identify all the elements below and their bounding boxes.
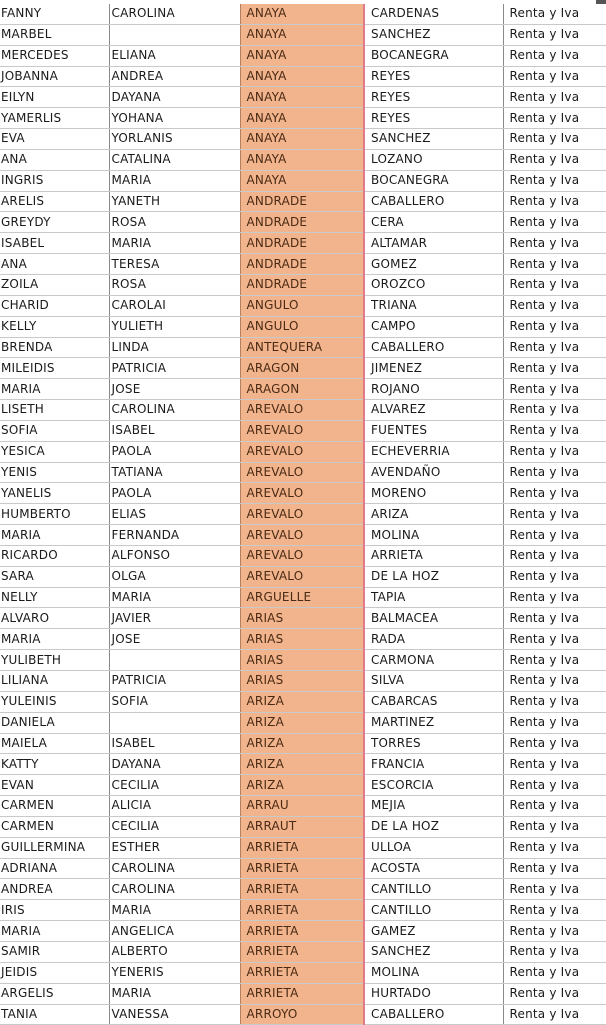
surname-cell: AREVALO — [240, 462, 364, 483]
second-surname-cell: DE LA HOZ — [364, 816, 503, 837]
first-name-cell: ZOILA — [0, 274, 109, 295]
second-surname-cell: REYES — [364, 66, 503, 87]
first-name-cell: YAMERLIS — [0, 108, 109, 129]
middle-name-cell — [109, 24, 240, 45]
table-row — [0, 441, 606, 462]
second-surname-cell: CARDENAS — [364, 4, 503, 24]
second-surname-cell: TAPIA — [364, 587, 503, 608]
category-cell: Renta y Iva — [503, 212, 606, 233]
surname-cell: ANDRADE — [240, 212, 364, 233]
first-name-cell: EVA — [0, 129, 109, 150]
category-cell: Renta y Iva — [503, 858, 606, 879]
surname-cell: ANAYA — [240, 4, 364, 24]
surname-cell: ARIAS — [240, 650, 364, 671]
middle-name-cell: OLGA — [109, 566, 240, 587]
surname-cell: ANDRADE — [240, 233, 364, 254]
surname-cell: AREVALO — [240, 483, 364, 504]
surname-cell: ARIZA — [240, 775, 364, 796]
category-cell: Renta y Iva — [503, 566, 606, 587]
middle-name-cell: MARIA — [109, 900, 240, 921]
surname-cell: ARRIETA — [240, 941, 364, 962]
table-row — [0, 629, 606, 650]
middle-name-cell: MARIA — [109, 233, 240, 254]
second-surname-cell: ALTAMAR — [364, 233, 503, 254]
first-name-cell: RICARDO — [0, 545, 109, 566]
second-surname-cell: CABALLERO — [364, 337, 503, 358]
surname-cell: ARIZA — [240, 691, 364, 712]
table-row — [0, 504, 606, 525]
table-row — [0, 650, 606, 671]
middle-name-cell: ESTHER — [109, 837, 240, 858]
middle-name-cell: ALICIA — [109, 796, 240, 817]
category-cell: Renta y Iva — [503, 87, 606, 108]
category-cell: Renta y Iva — [503, 108, 606, 129]
middle-name-cell — [109, 650, 240, 671]
middle-name-cell: JAVIER — [109, 608, 240, 629]
second-surname-cell: MOLINA — [364, 962, 503, 983]
table-row — [0, 900, 606, 921]
category-cell: Renta y Iva — [503, 545, 606, 566]
table-row — [0, 462, 606, 483]
table-row — [0, 545, 606, 566]
middle-name-cell: LINDA — [109, 337, 240, 358]
first-name-cell: ARELIS — [0, 191, 109, 212]
table-row — [0, 608, 606, 629]
table-row — [0, 4, 606, 24]
category-cell: Renta y Iva — [503, 733, 606, 754]
first-name-cell: CHARID — [0, 295, 109, 316]
category-cell: Renta y Iva — [503, 587, 606, 608]
surname-cell: ARRIETA — [240, 921, 364, 942]
surname-cell: ANAYA — [240, 24, 364, 45]
second-surname-cell: ESCORCIA — [364, 775, 503, 796]
first-name-cell: IRIS — [0, 900, 109, 921]
middle-name-cell: JOSE — [109, 629, 240, 650]
middle-name-cell: JOSE — [109, 379, 240, 400]
first-name-cell: YESICA — [0, 441, 109, 462]
second-surname-cell: ROJANO — [364, 379, 503, 400]
table-row — [0, 337, 606, 358]
second-surname-cell: ARRIETA — [364, 545, 503, 566]
table-row — [0, 212, 606, 233]
first-name-cell: SAMIR — [0, 941, 109, 962]
second-surname-cell: CABALLERO — [364, 1004, 503, 1025]
middle-name-cell: CAROLAI — [109, 295, 240, 316]
first-name-cell: CARMEN — [0, 796, 109, 817]
first-name-cell: ARGELIS — [0, 983, 109, 1004]
category-cell: Renta y Iva — [503, 66, 606, 87]
second-surname-cell: OROZCO — [364, 274, 503, 295]
surname-cell: ANDRADE — [240, 254, 364, 275]
second-surname-cell: ARIZA — [364, 504, 503, 525]
table-row — [0, 233, 606, 254]
middle-name-cell: ELIAS — [109, 504, 240, 525]
first-name-cell: ISABEL — [0, 233, 109, 254]
category-cell: Renta y Iva — [503, 316, 606, 337]
first-name-cell: KATTY — [0, 754, 109, 775]
table-row — [0, 733, 606, 754]
middle-name-cell: PAOLA — [109, 483, 240, 504]
category-cell: Renta y Iva — [503, 483, 606, 504]
second-surname-cell: CANTILLO — [364, 879, 503, 900]
surname-cell: ANGULO — [240, 295, 364, 316]
surname-cell: ARIAS — [240, 608, 364, 629]
first-name-cell: SARA — [0, 566, 109, 587]
first-name-cell: MARIA — [0, 525, 109, 546]
category-cell: Renta y Iva — [503, 45, 606, 66]
second-surname-cell: ALVAREZ — [364, 400, 503, 421]
table-row — [0, 754, 606, 775]
second-surname-cell: SANCHEZ — [364, 24, 503, 45]
second-surname-cell: HURTADO — [364, 983, 503, 1004]
table-row — [0, 295, 606, 316]
category-cell: Renta y Iva — [503, 191, 606, 212]
middle-name-cell: ALBERTO — [109, 941, 240, 962]
category-cell: Renta y Iva — [503, 650, 606, 671]
table-row — [0, 879, 606, 900]
second-surname-cell: BALMACEA — [364, 608, 503, 629]
middle-name-cell: ISABEL — [109, 733, 240, 754]
category-cell: Renta y Iva — [503, 983, 606, 1004]
category-cell: Renta y Iva — [503, 608, 606, 629]
table-row — [0, 400, 606, 421]
category-cell: Renta y Iva — [503, 379, 606, 400]
first-name-cell: BRENDA — [0, 337, 109, 358]
category-cell: Renta y Iva — [503, 712, 606, 733]
surname-cell: ANAYA — [240, 170, 364, 191]
middle-name-cell: ROSA — [109, 212, 240, 233]
table-row — [0, 941, 606, 962]
category-cell: Renta y Iva — [503, 295, 606, 316]
table-row — [0, 775, 606, 796]
second-surname-cell: MEJIA — [364, 796, 503, 817]
category-cell: Renta y Iva — [503, 775, 606, 796]
category-cell: Renta y Iva — [503, 900, 606, 921]
table-row — [0, 170, 606, 191]
table-row — [0, 45, 606, 66]
second-surname-cell: SANCHEZ — [364, 941, 503, 962]
surname-cell: AREVALO — [240, 504, 364, 525]
first-name-cell: INGRIS — [0, 170, 109, 191]
second-surname-cell: CARMONA — [364, 650, 503, 671]
category-cell: Renta y Iva — [503, 170, 606, 191]
category-cell: Renta y Iva — [503, 921, 606, 942]
table-row — [0, 87, 606, 108]
second-surname-cell: CABARCAS — [364, 691, 503, 712]
first-name-cell: MARIA — [0, 921, 109, 942]
surname-cell: ARRIETA — [240, 837, 364, 858]
table-row — [0, 316, 606, 337]
surname-cell: ANAYA — [240, 45, 364, 66]
first-name-cell: KELLY — [0, 316, 109, 337]
table-row — [0, 712, 606, 733]
first-name-cell: GUILLERMINA — [0, 837, 109, 858]
first-name-cell: HUMBERTO — [0, 504, 109, 525]
middle-name-cell: CAROLINA — [109, 858, 240, 879]
category-cell: Renta y Iva — [503, 941, 606, 962]
middle-name-cell: ISABEL — [109, 420, 240, 441]
surname-cell: ANTEQUERA — [240, 337, 364, 358]
middle-name-cell: CAROLINA — [109, 400, 240, 421]
second-surname-cell: RADA — [364, 629, 503, 650]
surname-cell: ANGULO — [240, 316, 364, 337]
table-row — [0, 24, 606, 45]
table-row — [0, 858, 606, 879]
surname-cell: AREVALO — [240, 545, 364, 566]
surname-cell: ARIAS — [240, 671, 364, 692]
table-row — [0, 837, 606, 858]
table-row — [0, 483, 606, 504]
category-cell: Renta y Iva — [503, 4, 606, 24]
middle-name-cell: CAROLINA — [109, 879, 240, 900]
second-surname-cell: ECHEVERRIA — [364, 441, 503, 462]
second-surname-cell: MOLINA — [364, 525, 503, 546]
second-surname-cell: GOMEZ — [364, 254, 503, 275]
first-name-cell: MARBEL — [0, 24, 109, 45]
second-surname-cell: GAMEZ — [364, 921, 503, 942]
first-name-cell: MARIA — [0, 379, 109, 400]
table-row — [0, 962, 606, 983]
first-name-cell: LILIANA — [0, 671, 109, 692]
category-cell: Renta y Iva — [503, 358, 606, 379]
table-row — [0, 921, 606, 942]
first-name-cell: SOFIA — [0, 420, 109, 441]
middle-name-cell: YANETH — [109, 191, 240, 212]
second-surname-cell: TRIANA — [364, 295, 503, 316]
middle-name-cell: FERNANDA — [109, 525, 240, 546]
first-name-cell: ANDREA — [0, 879, 109, 900]
first-name-cell: JEIDIS — [0, 962, 109, 983]
surname-cell: ANAYA — [240, 108, 364, 129]
first-name-cell: YANELIS — [0, 483, 109, 504]
middle-name-cell: YULIETH — [109, 316, 240, 337]
second-surname-cell: MARTINEZ — [364, 712, 503, 733]
first-name-cell: EVAN — [0, 775, 109, 796]
category-cell: Renta y Iva — [503, 754, 606, 775]
category-cell: Renta y Iva — [503, 420, 606, 441]
second-surname-cell: ACOSTA — [364, 858, 503, 879]
first-name-cell: YULEINIS — [0, 691, 109, 712]
table-row — [0, 691, 606, 712]
middle-name-cell: DAYANA — [109, 87, 240, 108]
category-cell: Renta y Iva — [503, 879, 606, 900]
table-row — [0, 525, 606, 546]
name-list-table — [0, 4, 606, 1025]
table-row — [0, 420, 606, 441]
surname-cell: ARROYO — [240, 1004, 364, 1025]
middle-name-cell: CECILIA — [109, 816, 240, 837]
table-row — [0, 796, 606, 817]
table-row — [0, 379, 606, 400]
table-row — [0, 66, 606, 87]
category-cell: Renta y Iva — [503, 24, 606, 45]
surname-cell: ANDRADE — [240, 274, 364, 295]
first-name-cell: ALVARO — [0, 608, 109, 629]
first-name-cell: ANA — [0, 149, 109, 170]
second-surname-cell: SANCHEZ — [364, 129, 503, 150]
table-row — [0, 983, 606, 1004]
table-row — [0, 358, 606, 379]
table-body — [0, 4, 606, 1025]
first-name-cell: EILYN — [0, 87, 109, 108]
category-cell: Renta y Iva — [503, 691, 606, 712]
middle-name-cell: MARIA — [109, 983, 240, 1004]
middle-name-cell: CAROLINA — [109, 4, 240, 24]
category-cell: Renta y Iva — [503, 400, 606, 421]
second-surname-cell: TORRES — [364, 733, 503, 754]
surname-cell: ARRIETA — [240, 879, 364, 900]
first-name-cell: TANIA — [0, 1004, 109, 1025]
table-row — [0, 108, 606, 129]
second-surname-cell: MORENO — [364, 483, 503, 504]
table-row — [0, 671, 606, 692]
category-cell: Renta y Iva — [503, 129, 606, 150]
table-row — [0, 191, 606, 212]
first-name-cell: LISETH — [0, 400, 109, 421]
category-cell: Renta y Iva — [503, 274, 606, 295]
surname-cell: ANDRADE — [240, 191, 364, 212]
first-name-cell: DANIELA — [0, 712, 109, 733]
first-name-cell: MARIA — [0, 629, 109, 650]
category-cell: Renta y Iva — [503, 525, 606, 546]
surname-cell: AREVALO — [240, 420, 364, 441]
first-name-cell: NELLY — [0, 587, 109, 608]
category-cell: Renta y Iva — [503, 337, 606, 358]
middle-name-cell: TATIANA — [109, 462, 240, 483]
table-row — [0, 587, 606, 608]
table-row — [0, 274, 606, 295]
surname-cell: AREVALO — [240, 525, 364, 546]
category-cell: Renta y Iva — [503, 254, 606, 275]
surname-cell: ANAYA — [240, 87, 364, 108]
category-cell: Renta y Iva — [503, 816, 606, 837]
second-surname-cell: ULLOA — [364, 837, 503, 858]
middle-name-cell: CECILIA — [109, 775, 240, 796]
first-name-cell: GREYDY — [0, 212, 109, 233]
category-cell: Renta y Iva — [503, 1004, 606, 1025]
category-cell: Renta y Iva — [503, 441, 606, 462]
surname-cell: AREVALO — [240, 566, 364, 587]
surname-cell: AREVALO — [240, 400, 364, 421]
surname-cell: ARRIETA — [240, 900, 364, 921]
second-surname-cell: LOZANO — [364, 149, 503, 170]
first-name-cell: JOBANNA — [0, 66, 109, 87]
surname-cell: ARIZA — [240, 754, 364, 775]
table-row — [0, 129, 606, 150]
middle-name-cell: ELIANA — [109, 45, 240, 66]
second-surname-cell: JIMENEZ — [364, 358, 503, 379]
category-cell: Renta y Iva — [503, 233, 606, 254]
second-surname-cell: CAMPO — [364, 316, 503, 337]
middle-name-cell: YENERIS — [109, 962, 240, 983]
second-surname-cell: CANTILLO — [364, 900, 503, 921]
middle-name-cell: VANESSA — [109, 1004, 240, 1025]
middle-name-cell: PATRICIA — [109, 358, 240, 379]
middle-name-cell: MARIA — [109, 587, 240, 608]
second-surname-cell: REYES — [364, 108, 503, 129]
middle-name-cell: SOFIA — [109, 691, 240, 712]
second-surname-cell: AVENDAÑO — [364, 462, 503, 483]
second-surname-cell: SILVA — [364, 671, 503, 692]
surname-cell: ARAGON — [240, 358, 364, 379]
surname-cell: ANAYA — [240, 129, 364, 150]
middle-name-cell: ALFONSO — [109, 545, 240, 566]
second-surname-cell: BOCANEGRA — [364, 45, 503, 66]
surname-cell: ARIZA — [240, 733, 364, 754]
surname-cell: ARRIETA — [240, 858, 364, 879]
first-name-cell: CARMEN — [0, 816, 109, 837]
middle-name-cell: ANDREA — [109, 66, 240, 87]
middle-name-cell: ROSA — [109, 274, 240, 295]
surname-cell: ARRIETA — [240, 983, 364, 1004]
table-row — [0, 149, 606, 170]
surname-cell: ARIZA — [240, 712, 364, 733]
surname-cell: AREVALO — [240, 441, 364, 462]
surname-cell: ARRAUT — [240, 816, 364, 837]
table-row — [0, 566, 606, 587]
middle-name-cell — [109, 712, 240, 733]
second-surname-cell: BOCANEGRA — [364, 170, 503, 191]
category-cell: Renta y Iva — [503, 462, 606, 483]
surname-cell: ANAYA — [240, 149, 364, 170]
second-surname-cell: FUENTES — [364, 420, 503, 441]
second-surname-cell: CERA — [364, 212, 503, 233]
surname-cell: ARIAS — [240, 629, 364, 650]
table-row — [0, 254, 606, 275]
middle-name-cell: ANGELICA — [109, 921, 240, 942]
first-name-cell: YULIBETH — [0, 650, 109, 671]
middle-name-cell: PAOLA — [109, 441, 240, 462]
surname-cell: ARRIETA — [240, 962, 364, 983]
first-name-cell: ADRIANA — [0, 858, 109, 879]
category-cell: Renta y Iva — [503, 962, 606, 983]
first-name-cell: YENIS — [0, 462, 109, 483]
first-name-cell: MILEIDIS — [0, 358, 109, 379]
second-surname-cell: CABALLERO — [364, 191, 503, 212]
surname-cell: ARRAU — [240, 796, 364, 817]
middle-name-cell: YOHANA — [109, 108, 240, 129]
second-surname-cell: DE LA HOZ — [364, 566, 503, 587]
second-surname-cell: FRANCIA — [364, 754, 503, 775]
first-name-cell: ANA — [0, 254, 109, 275]
middle-name-cell: CATALINA — [109, 149, 240, 170]
middle-name-cell: DAYANA — [109, 754, 240, 775]
category-cell: Renta y Iva — [503, 837, 606, 858]
second-surname-cell: REYES — [364, 87, 503, 108]
surname-cell: ARAGON — [240, 379, 364, 400]
category-cell: Renta y Iva — [503, 671, 606, 692]
middle-name-cell: MARIA — [109, 170, 240, 191]
middle-name-cell: TERESA — [109, 254, 240, 275]
middle-name-cell: PATRICIA — [109, 671, 240, 692]
first-name-cell: MERCEDES — [0, 45, 109, 66]
category-cell: Renta y Iva — [503, 149, 606, 170]
surname-cell: ANAYA — [240, 66, 364, 87]
category-cell: Renta y Iva — [503, 629, 606, 650]
surname-cell: ARGUELLE — [240, 587, 364, 608]
table-row — [0, 816, 606, 837]
first-name-cell: MAIELA — [0, 733, 109, 754]
middle-name-cell: YORLANIS — [109, 129, 240, 150]
category-cell: Renta y Iva — [503, 796, 606, 817]
category-cell: Renta y Iva — [503, 504, 606, 525]
first-name-cell: FANNY — [0, 4, 109, 24]
table-row — [0, 1004, 606, 1025]
